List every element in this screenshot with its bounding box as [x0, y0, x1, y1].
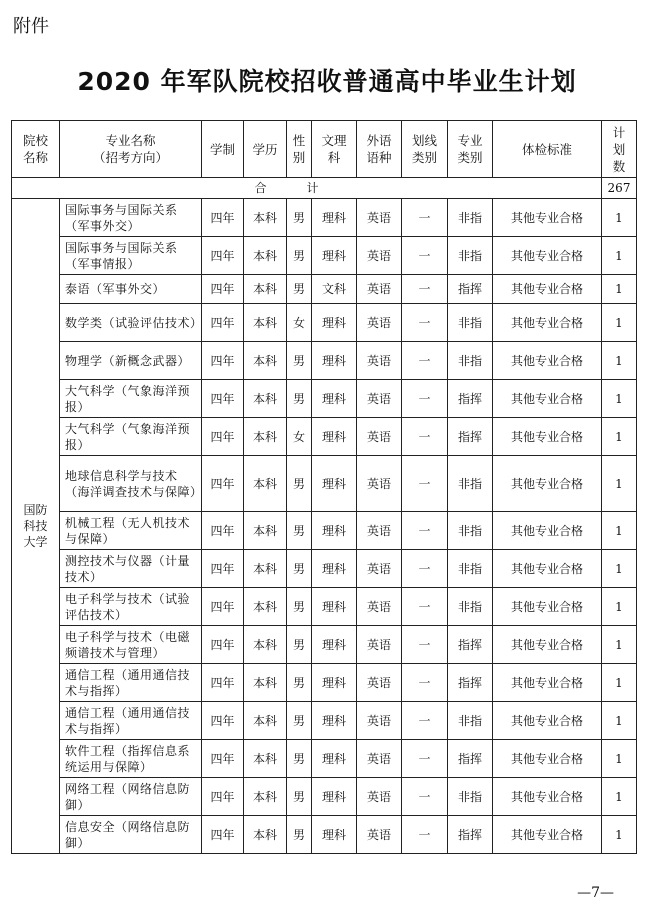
cell-subject: 理科 — [312, 740, 357, 778]
cell-gender: 男 — [287, 237, 312, 275]
cell-major: 大气科学（气象海洋预报） — [60, 418, 202, 456]
cell-degree: 本科 — [244, 626, 287, 664]
cell-duration: 四年 — [202, 275, 244, 304]
cell-degree: 本科 — [244, 342, 287, 380]
cell-line: 一 — [402, 456, 448, 512]
cell-major: 物理学（新概念武器） — [60, 342, 202, 380]
cell-duration: 四年 — [202, 702, 244, 740]
cell-category: 指挥 — [448, 380, 493, 418]
page-number: —7— — [577, 885, 614, 901]
cell-language: 英语 — [357, 702, 402, 740]
cell-line: 一 — [402, 418, 448, 456]
cell-physical: 其他专业合格 — [493, 237, 602, 275]
cell-gender: 男 — [287, 275, 312, 304]
cell-major: 数学类（试验评估技术） — [60, 304, 202, 342]
cell-subject: 理科 — [312, 456, 357, 512]
cell-category: 指挥 — [448, 816, 493, 854]
cell-line: 一 — [402, 626, 448, 664]
cell-duration: 四年 — [202, 199, 244, 237]
cell-gender: 男 — [287, 342, 312, 380]
cell-gender: 男 — [287, 702, 312, 740]
cell-gender: 男 — [287, 664, 312, 702]
cell-subject: 理科 — [312, 816, 357, 854]
cell-duration: 四年 — [202, 456, 244, 512]
cell-count: 1 — [602, 456, 637, 512]
cell-physical: 其他专业合格 — [493, 778, 602, 816]
table-row — [12, 456, 637, 512]
cell-degree: 本科 — [244, 740, 287, 778]
header-physical: 体检标准 — [493, 121, 602, 178]
header-category: 专业类别 — [448, 121, 493, 178]
table-row — [12, 418, 637, 456]
cell-degree: 本科 — [244, 512, 287, 550]
cell-major: 网络工程（网络信息防御） — [60, 778, 202, 816]
cell-major: 地球信息科学与技术（海洋调查技术与保障） — [60, 456, 202, 512]
header-subject: 文理科 — [312, 121, 357, 178]
cell-line: 一 — [402, 342, 448, 380]
cell-category: 非指 — [448, 512, 493, 550]
cell-line: 一 — [402, 237, 448, 275]
cell-language: 英语 — [357, 304, 402, 342]
cell-count: 1 — [602, 342, 637, 380]
cell-degree: 本科 — [244, 588, 287, 626]
cell-category: 指挥 — [448, 275, 493, 304]
cell-language: 英语 — [357, 380, 402, 418]
cell-line: 一 — [402, 304, 448, 342]
cell-duration: 四年 — [202, 342, 244, 380]
header-language: 外语语种 — [357, 121, 402, 178]
cell-count: 1 — [602, 588, 637, 626]
cell-physical: 其他专业合格 — [493, 275, 602, 304]
header-degree: 学历 — [244, 121, 287, 178]
cell-line: 一 — [402, 275, 448, 304]
cell-degree: 本科 — [244, 275, 287, 304]
cell-category: 非指 — [448, 778, 493, 816]
cell-physical: 其他专业合格 — [493, 380, 602, 418]
cell-language: 英语 — [357, 237, 402, 275]
cell-count: 1 — [602, 816, 637, 854]
cell-major: 国际事务与国际关系（军事情报） — [60, 237, 202, 275]
cell-language: 英语 — [357, 512, 402, 550]
cell-line: 一 — [402, 702, 448, 740]
cell-duration: 四年 — [202, 304, 244, 342]
cell-language: 英语 — [357, 778, 402, 816]
cell-major: 信息安全（网络信息防御） — [60, 816, 202, 854]
cell-degree: 本科 — [244, 702, 287, 740]
header-line: 划线类别 — [402, 121, 448, 178]
cell-line: 一 — [402, 664, 448, 702]
cell-line: 一 — [402, 588, 448, 626]
cell-count: 1 — [602, 512, 637, 550]
table-row — [12, 740, 637, 778]
cell-subject: 理科 — [312, 380, 357, 418]
table-header-row — [12, 121, 637, 178]
cell-gender: 男 — [287, 550, 312, 588]
cell-count: 1 — [602, 740, 637, 778]
cell-duration: 四年 — [202, 588, 244, 626]
cell-count: 1 — [602, 418, 637, 456]
header-duration: 学制 — [202, 121, 244, 178]
cell-language: 英语 — [357, 199, 402, 237]
cell-subject: 理科 — [312, 199, 357, 237]
cell-language: 英语 — [357, 664, 402, 702]
cell-physical: 其他专业合格 — [493, 702, 602, 740]
cell-subject: 理科 — [312, 418, 357, 456]
cell-gender: 女 — [287, 304, 312, 342]
cell-duration: 四年 — [202, 237, 244, 275]
table-row — [12, 626, 637, 664]
cell-language: 英语 — [357, 588, 402, 626]
cell-subject: 理科 — [312, 550, 357, 588]
cell-category: 非指 — [448, 199, 493, 237]
cell-degree: 本科 — [244, 456, 287, 512]
cell-gender: 男 — [287, 380, 312, 418]
cell-category: 非指 — [448, 456, 493, 512]
table-row — [12, 588, 637, 626]
total-value: 267 — [602, 178, 637, 199]
cell-gender: 男 — [287, 740, 312, 778]
table-row — [12, 512, 637, 550]
cell-duration: 四年 — [202, 778, 244, 816]
cell-degree: 本科 — [244, 380, 287, 418]
header-school: 院校名称 — [12, 121, 60, 178]
cell-major: 机械工程（无人机技术与保障） — [60, 512, 202, 550]
cell-degree: 本科 — [244, 664, 287, 702]
table-row — [12, 702, 637, 740]
cell-category: 指挥 — [448, 740, 493, 778]
cell-count: 1 — [602, 237, 637, 275]
cell-degree: 本科 — [244, 816, 287, 854]
cell-count: 1 — [602, 626, 637, 664]
cell-line: 一 — [402, 816, 448, 854]
cell-subject: 理科 — [312, 304, 357, 342]
attachment-label: 附件 — [13, 16, 49, 37]
cell-count: 1 — [602, 664, 637, 702]
cell-gender: 男 — [287, 626, 312, 664]
cell-degree: 本科 — [244, 778, 287, 816]
enrollment-plan-table — [11, 120, 637, 854]
cell-category: 指挥 — [448, 418, 493, 456]
cell-subject: 文科 — [312, 275, 357, 304]
cell-language: 英语 — [357, 342, 402, 380]
cell-physical: 其他专业合格 — [493, 199, 602, 237]
cell-language: 英语 — [357, 418, 402, 456]
cell-subject: 理科 — [312, 588, 357, 626]
cell-major: 国际事务与国际关系（军事外交） — [60, 199, 202, 237]
cell-language: 英语 — [357, 456, 402, 512]
cell-category: 非指 — [448, 702, 493, 740]
cell-major: 泰语（军事外交） — [60, 275, 202, 304]
cell-count: 1 — [602, 778, 637, 816]
cell-language: 英语 — [357, 626, 402, 664]
cell-physical: 其他专业合格 — [493, 816, 602, 854]
cell-subject: 理科 — [312, 626, 357, 664]
cell-subject: 理科 — [312, 778, 357, 816]
header-major: 专业名称 （招考方向） — [60, 121, 202, 178]
cell-count: 1 — [602, 702, 637, 740]
cell-major: 测控技术与仪器（计量技术） — [60, 550, 202, 588]
cell-count: 1 — [602, 380, 637, 418]
cell-gender: 男 — [287, 816, 312, 854]
cell-category: 非指 — [448, 342, 493, 380]
cell-major: 软件工程（指挥信息系统运用与保障） — [60, 740, 202, 778]
total-row — [12, 178, 637, 199]
cell-duration: 四年 — [202, 512, 244, 550]
cell-category: 非指 — [448, 304, 493, 342]
header-gender: 性别 — [287, 121, 312, 178]
cell-gender: 男 — [287, 199, 312, 237]
cell-category: 非指 — [448, 550, 493, 588]
table-row — [12, 304, 637, 342]
cell-category: 非指 — [448, 237, 493, 275]
cell-line: 一 — [402, 550, 448, 588]
cell-physical: 其他专业合格 — [493, 550, 602, 588]
cell-physical: 其他专业合格 — [493, 304, 602, 342]
table-row — [12, 237, 637, 275]
cell-count: 1 — [602, 199, 637, 237]
cell-duration: 四年 — [202, 664, 244, 702]
cell-physical: 其他专业合格 — [493, 740, 602, 778]
cell-line: 一 — [402, 380, 448, 418]
cell-physical: 其他专业合格 — [493, 512, 602, 550]
cell-count: 1 — [602, 275, 637, 304]
cell-subject: 理科 — [312, 664, 357, 702]
cell-subject: 理科 — [312, 342, 357, 380]
cell-duration: 四年 — [202, 550, 244, 588]
header-count: 计划数 — [602, 121, 637, 178]
cell-language: 英语 — [357, 550, 402, 588]
cell-subject: 理科 — [312, 237, 357, 275]
table-row — [12, 816, 637, 854]
cell-count: 1 — [602, 550, 637, 588]
cell-language: 英语 — [357, 816, 402, 854]
cell-category: 指挥 — [448, 664, 493, 702]
cell-line: 一 — [402, 512, 448, 550]
cell-major: 大气科学（气象海洋预报） — [60, 380, 202, 418]
cell-degree: 本科 — [244, 304, 287, 342]
cell-gender: 男 — [287, 456, 312, 512]
cell-duration: 四年 — [202, 418, 244, 456]
table-row — [12, 342, 637, 380]
cell-gender: 女 — [287, 418, 312, 456]
cell-category: 指挥 — [448, 626, 493, 664]
table-row — [12, 199, 637, 237]
table-row — [12, 275, 637, 304]
cell-degree: 本科 — [244, 418, 287, 456]
cell-duration: 四年 — [202, 380, 244, 418]
cell-duration: 四年 — [202, 740, 244, 778]
cell-physical: 其他专业合格 — [493, 626, 602, 664]
cell-duration: 四年 — [202, 816, 244, 854]
cell-major: 电子科学与技术（试验评估技术） — [60, 588, 202, 626]
cell-major: 通信工程（通用通信技术与指挥） — [60, 664, 202, 702]
cell-language: 英语 — [357, 740, 402, 778]
total-label: 合计 — [12, 178, 602, 199]
cell-degree: 本科 — [244, 237, 287, 275]
cell-gender: 男 — [287, 512, 312, 550]
cell-physical: 其他专业合格 — [493, 418, 602, 456]
table-row — [12, 778, 637, 816]
cell-duration: 四年 — [202, 626, 244, 664]
cell-major: 通信工程（通用通信技术与指挥） — [60, 702, 202, 740]
cell-line: 一 — [402, 199, 448, 237]
table-row — [12, 550, 637, 588]
cell-physical: 其他专业合格 — [493, 664, 602, 702]
cell-count: 1 — [602, 304, 637, 342]
cell-category: 非指 — [448, 588, 493, 626]
cell-gender: 男 — [287, 588, 312, 626]
school-name-cell: 国防科技大学 — [12, 199, 60, 854]
cell-physical: 其他专业合格 — [493, 342, 602, 380]
cell-language: 英语 — [357, 275, 402, 304]
table-row — [12, 664, 637, 702]
cell-subject: 理科 — [312, 702, 357, 740]
table-row — [12, 380, 637, 418]
cell-subject: 理科 — [312, 512, 357, 550]
page-title: 2020 年军队院校招收普通高中毕业生计划 — [77, 67, 577, 96]
cell-major: 电子科学与技术（电磁频谱技术与管理） — [60, 626, 202, 664]
cell-line: 一 — [402, 778, 448, 816]
cell-line: 一 — [402, 740, 448, 778]
cell-degree: 本科 — [244, 550, 287, 588]
cell-physical: 其他专业合格 — [493, 456, 602, 512]
cell-physical: 其他专业合格 — [493, 588, 602, 626]
cell-gender: 男 — [287, 778, 312, 816]
cell-degree: 本科 — [244, 199, 287, 237]
